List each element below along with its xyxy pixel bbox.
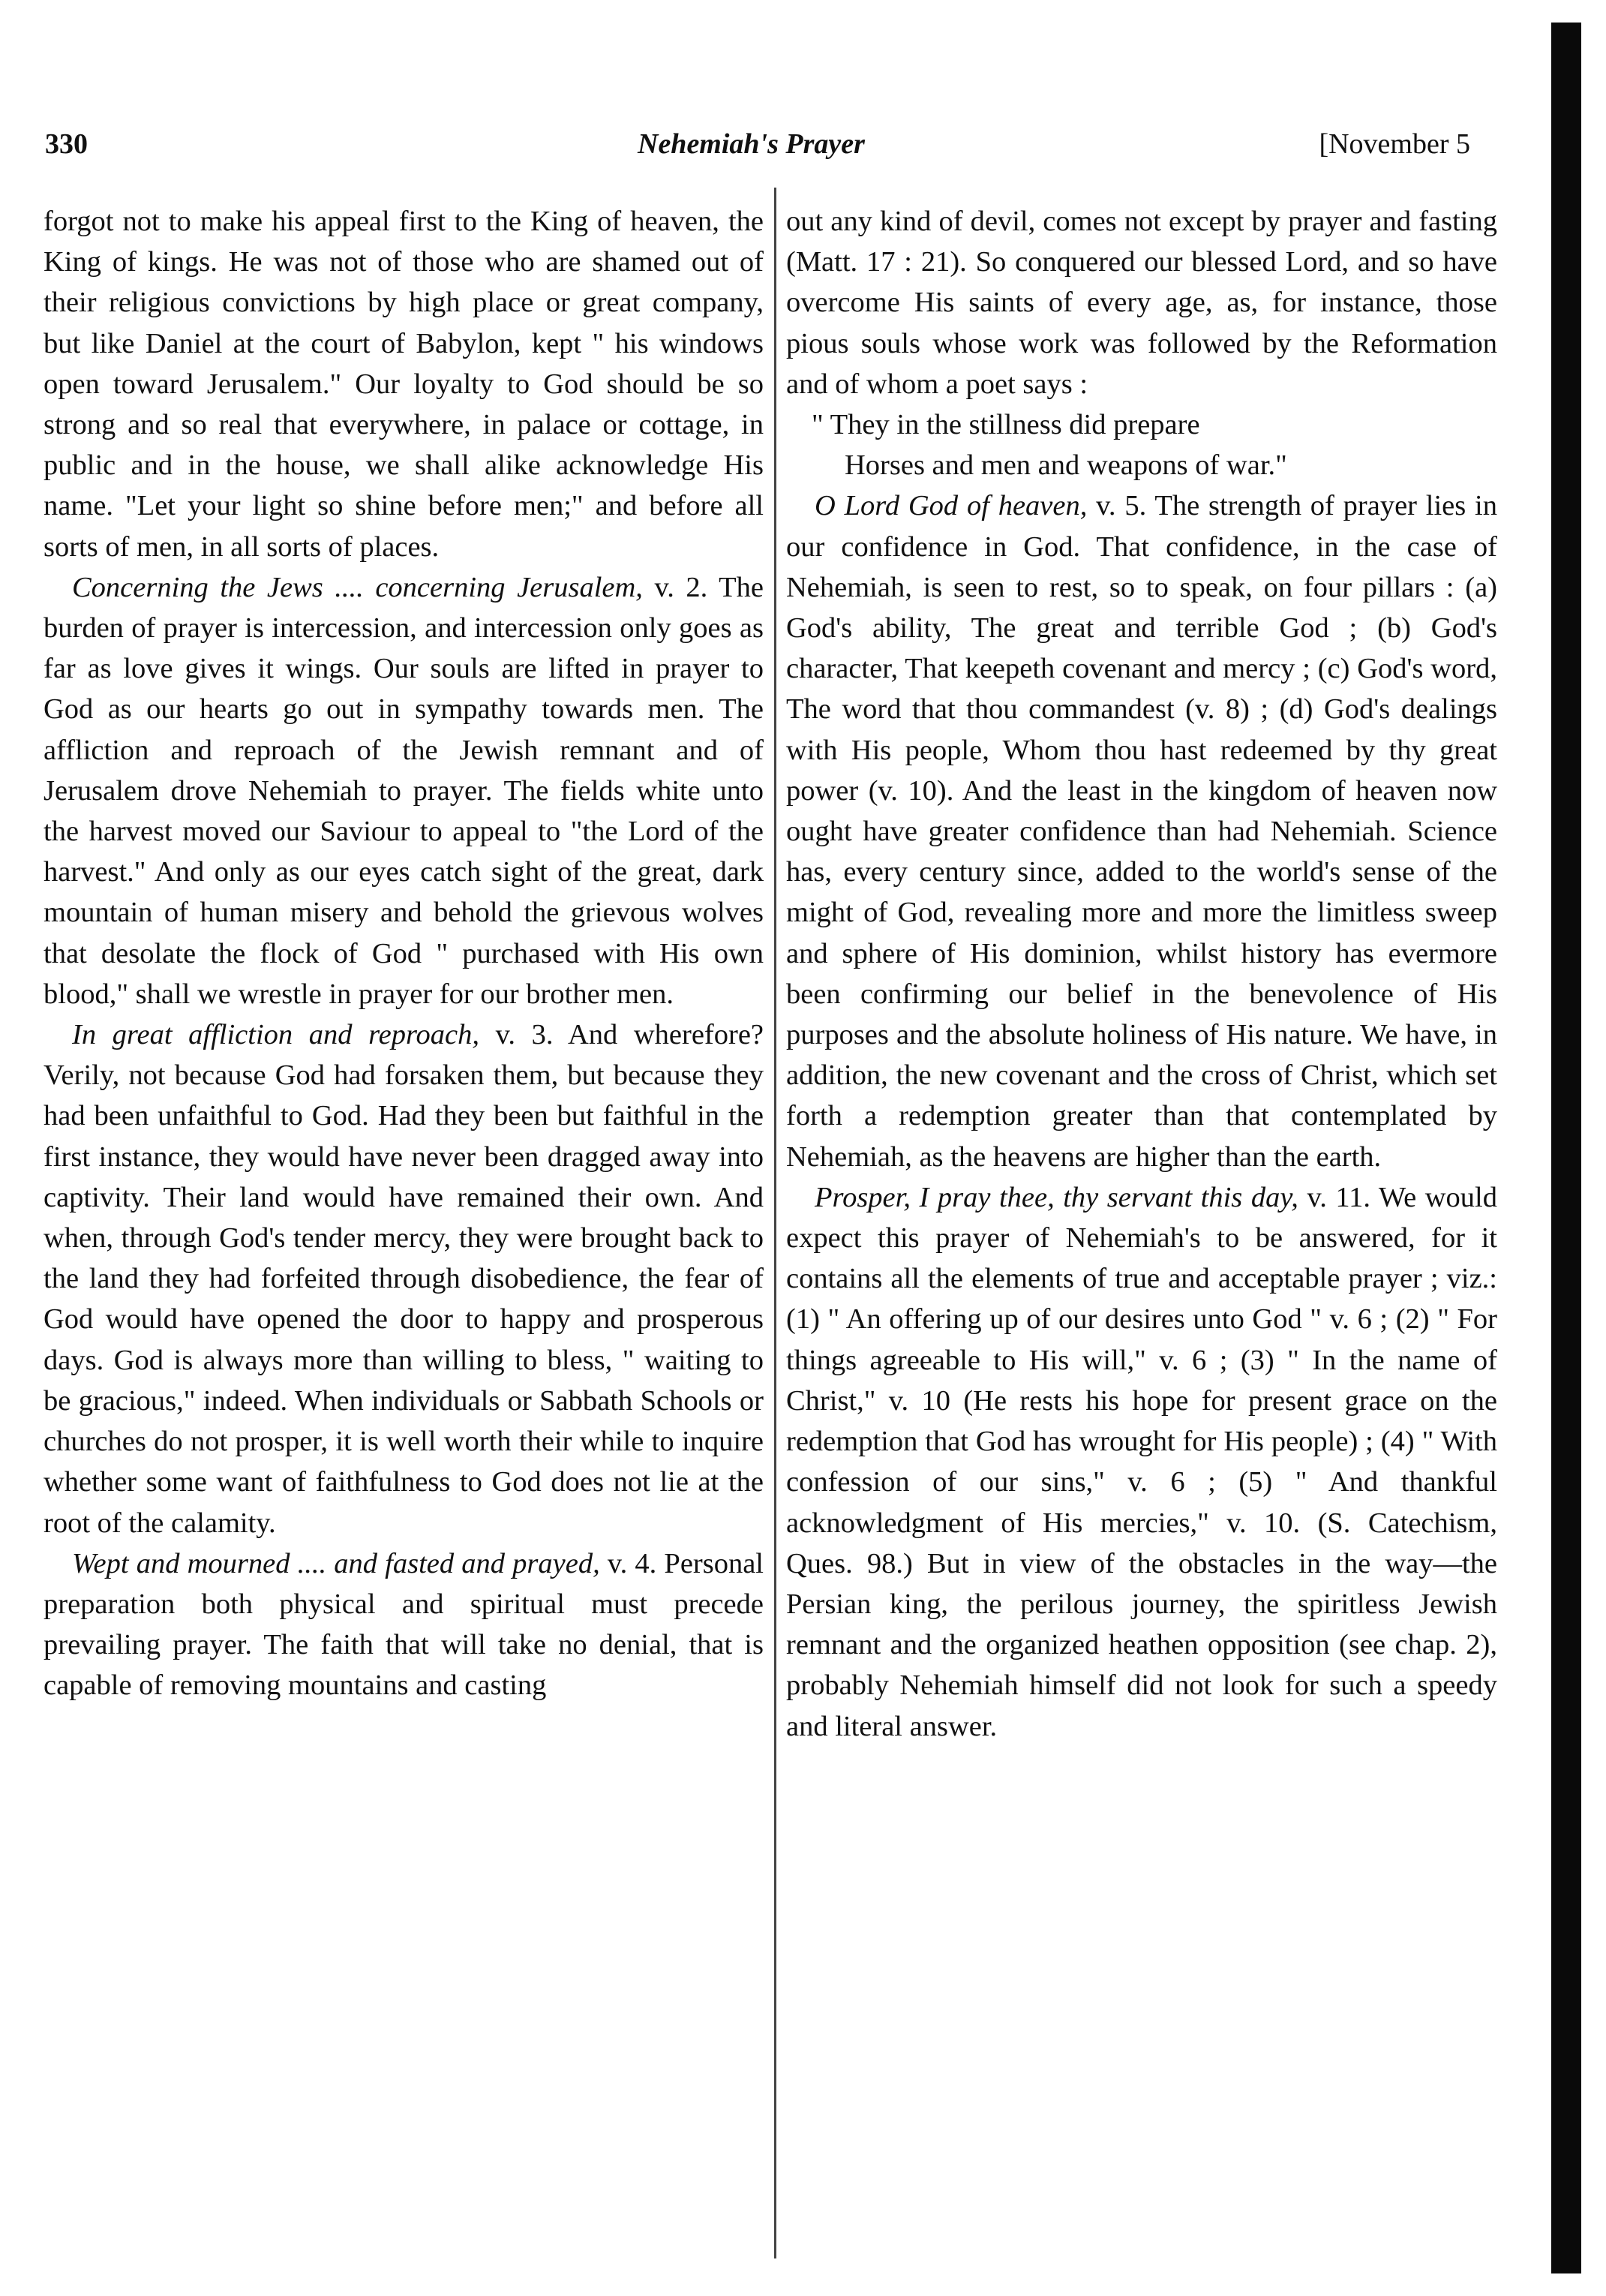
verse-quote	[786, 404, 1497, 485]
paragraph-body: v. 4. Personal preparation both physical and spiritual must precede prevailing prayer. The faith that will take no denial, that is capable of removing mountains and casting	[44, 1547, 764, 1702]
paragraph	[44, 1014, 764, 1543]
paragraph	[44, 1543, 764, 1706]
left-column	[44, 201, 764, 2257]
paragraph-lead: O Lord God of heaven,	[815, 490, 1088, 522]
paragraph	[44, 567, 764, 1014]
page-number: 330	[45, 128, 88, 160]
running-title: Nehemiah's Prayer	[638, 128, 865, 160]
running-header	[45, 128, 1470, 173]
running-date: [November 5	[1319, 128, 1470, 160]
quote-line: " They in the stillness did prepare	[812, 409, 1200, 441]
paragraph: forgot not to make his appeal first to the King of heaven, the King of kings. He was not of those who are shamed out of their religious convictions by high place or great company, but like Daniel at the court of Babylon, kept " his windows open toward Jerusalem." Our loyalty to God should be so strong and so real that everywhere, in palace or cottage, in public and in the house, we shall alike acknowledge His name. "Let your light so shine before men;" and before all sorts of men, in all sorts of places.	[44, 206, 764, 563]
right-column	[786, 201, 1497, 2257]
paragraph	[786, 1177, 1497, 1747]
paragraph-lead: Wept and mourned .... and fasted and prayed,	[72, 1547, 600, 1579]
paragraph-body: v. 11. We would expect this prayer of Nehemiah's to be answered, for it contains all the elements of true and acceptable prayer ; viz.: (1) " An offering up of our desires unto God " v. 6 ; (2) " For things agreeable to His will," v. 6 ; (3) " In the name of Christ," v. 10 (He rests his hope for present grace on the redemption that God has wrought for His people) ; (4) " With confession of our sins," v. 6 ; (5) " And thankful acknowledgment of His mercies," v. 10. (S. Catechism, Ques. 98.) But in view of the obstacles in the way—the Persian king, the perilous journey, the spiritless Jewish remnant and the organized heathen opposition (see chap. 2), probably Nehemiah himself did not look for such a speedy and literal answer.	[786, 1181, 1497, 1742]
paragraph-lead: Prosper, I pray thee, thy servant this day,	[815, 1181, 1298, 1213]
paragraph	[786, 485, 1497, 1177]
paragraph: out any kind of devil, comes not except by prayer and fasting (Matt. 17 : 21). So conquered our blessed Lord, and so have overcome His saints of every age, as, for instance, those pious souls whose work was followed by the Reformation and of whom a poet says :	[786, 206, 1497, 400]
paragraph-body: v. 5. The strength of prayer lies in our confidence in God. That confidence, in the case of Nehemiah, is seen to rest, so to speak, on four pillars : (a) God's ability, The great and terrible God ; (b) God's character, That keepeth covenant and mercy ; (c) God's word, The word that thou commandest (v. 8) ; (d) God's dealings with His people, Whom thou hast redeemed by thy great power (v. 10). And the least in the kingdom of heaven now ought have greater confidence than had Nehemiah. Science has, every century since, added to the world's sense of the might of God, revealing more and more the limitless sweep and sphere of His dominion, whilst history has evermore been confirming our belief in the benevolence of His purposes and the absolute holiness of His nature. We have, in addition, the new covenant and the cross of Christ, which set forth a redemption greater than that contemplated by Nehemiah, as the heavens are higher than the earth.	[786, 490, 1497, 1173]
paragraph-body: v. 3. And wherefore? Verily, not because God had forsaken them, but because they had been unfaithful to God. Had they been but faithful in the first instance, they would have never been dragged away into captivity. Their land would have remained their own. And when, through God's tender mercy, they were brought back to the land they had forfeited through disobedience, the fear of God would have opened the door to happy and prosperous days. God is always more than willing to bless, " waiting to be gracious," indeed. When individuals or Sabbath Schools or churches do not prosper, it is well worth their while to inquire whether some want of faithfulness to God does not lie at the root of the calamity.	[44, 1019, 764, 1539]
quote-line: Horses and men and weapons of war."	[845, 449, 1287, 482]
paragraph-lead: Concerning the Jews .... concerning Jerusalem,	[72, 571, 643, 603]
paragraph-lead: In great affliction and reproach,	[72, 1019, 480, 1051]
scan-edge-bar	[1551, 23, 1581, 2273]
column-divider	[774, 188, 776, 2258]
paragraph-body: v. 2. The burden of prayer is intercession, and intercession only goes as far as love gives it wings. Our souls are lifted in prayer to God as our hearts go out in sympathy towards men. The affliction and reproach of the Jewish remnant and of Jerusalem drove Nehemiah to prayer. The fields white unto the harvest moved our Saviour to appeal to "the Lord of the harvest." And only as our eyes catch sight of the great, dark mountain of human misery and behold the grievous wolves that desolate the flock of God " purchased with His own blood," shall we wrestle in prayer for our brother men.	[44, 571, 764, 1010]
